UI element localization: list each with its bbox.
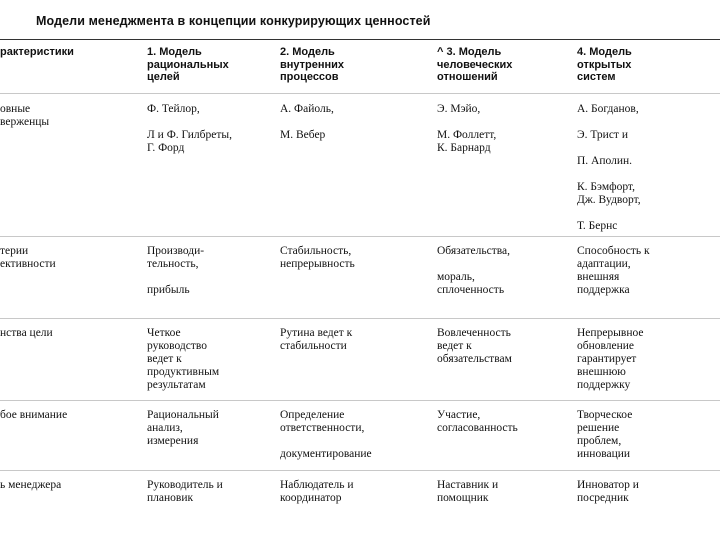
- cell-line: результатам: [147, 379, 206, 391]
- table-cell: [147, 245, 204, 297]
- cell-line: документирование: [280, 448, 372, 460]
- cell-line: Наблюдатель и: [280, 479, 354, 491]
- cell-line: Непрерывное: [577, 327, 644, 339]
- header-model-4: [577, 46, 632, 84]
- cell-line: адаптации,: [577, 258, 631, 270]
- page-title: Модели менеджмента в концепции конкурирующих ценностей: [36, 14, 431, 28]
- row-label: [0, 409, 67, 422]
- cell-line: координатор: [280, 492, 342, 504]
- cell-line: Способность к: [577, 245, 650, 257]
- table-divider: [0, 39, 720, 40]
- cell-line: [147, 271, 204, 284]
- header-model-1: [147, 46, 229, 84]
- cell-line: гарантирует: [577, 353, 637, 365]
- cell-line: Четкое: [147, 327, 181, 339]
- cell-line: Инноватор и: [577, 479, 639, 491]
- table-cell: [437, 327, 512, 366]
- cell-line: открытых: [577, 58, 632, 71]
- cell-line: Дж. Вудворт,: [577, 194, 641, 206]
- cell-line: решение: [577, 422, 620, 434]
- cell-line: Вовлеченность: [437, 327, 511, 339]
- cell-line: плановик: [147, 492, 194, 504]
- cell-line: А. Файоль,: [280, 103, 334, 115]
- table-cell: [577, 245, 650, 297]
- cell-line: внутренних: [280, 58, 345, 71]
- cell-line: тельность,: [147, 258, 199, 270]
- cell-line: процессов: [280, 71, 339, 83]
- cell-line: [280, 116, 334, 129]
- table-cell: [577, 103, 641, 233]
- cell-line: стабильности: [280, 340, 347, 352]
- cell-line: Рациональный: [147, 409, 219, 421]
- cell-line: М. Фоллетт,: [437, 129, 497, 141]
- table-cell: [280, 327, 352, 353]
- cell-line: Производи-: [147, 245, 205, 257]
- cell-line: согласованность: [437, 422, 518, 434]
- cell-line: внешнюю: [577, 366, 626, 378]
- table-cell: [280, 409, 372, 461]
- cell-line: помощник: [437, 492, 489, 504]
- cell-line: ^ 3. Модель: [437, 46, 502, 58]
- cell-line: А. Богданов,: [577, 103, 639, 115]
- cell-line: инновации: [577, 448, 631, 460]
- cell-line: ь менеджера: [0, 479, 62, 491]
- table-divider: [0, 400, 720, 401]
- cell-line: терии: [0, 245, 29, 257]
- table-cell: [437, 479, 498, 505]
- cell-line: рактеристики: [0, 46, 74, 58]
- cell-line: 2. Модель: [280, 46, 335, 58]
- header-model-3: [437, 46, 512, 84]
- table-cell: [577, 409, 632, 461]
- cell-line: Обязательства,: [437, 245, 511, 257]
- table-divider: [0, 318, 720, 319]
- cell-line: Э. Трист и: [577, 129, 628, 141]
- cell-line: систем: [577, 71, 616, 83]
- cell-line: ведет к: [147, 353, 182, 365]
- cell-line: руководство: [147, 340, 207, 352]
- table-cell: [437, 409, 518, 435]
- cell-line: целей: [147, 71, 180, 83]
- row-label: [0, 327, 53, 340]
- cell-line: мораль,: [437, 271, 475, 283]
- cell-line: ективности: [0, 258, 56, 270]
- cell-line: Определение: [280, 409, 345, 421]
- cell-line: обязательствам: [437, 353, 512, 365]
- cell-line: овные: [0, 103, 31, 115]
- cell-line: сплоченность: [437, 284, 505, 296]
- cell-line: рациональных: [147, 58, 229, 71]
- cell-line: прибыль: [147, 284, 190, 296]
- header-model-2: [280, 46, 344, 84]
- table-cell: [147, 103, 232, 155]
- table-cell: [437, 245, 510, 297]
- cell-line: [577, 168, 641, 181]
- cell-line: М. Вебер: [280, 129, 326, 141]
- cell-line: посредник: [577, 492, 629, 504]
- cell-line: Творческое: [577, 409, 633, 421]
- cell-line: обновление: [577, 340, 635, 352]
- cell-line: Л и Ф. Гилбреты,: [147, 129, 232, 141]
- cell-line: верженцы: [0, 116, 50, 128]
- cell-line: [577, 142, 641, 155]
- cell-line: Руководитель и: [147, 479, 223, 491]
- table-divider: [0, 470, 720, 471]
- cell-line: 4. Модель: [577, 46, 632, 58]
- cell-line: поддержку: [577, 379, 631, 391]
- cell-line: Э. Мэйо,: [437, 103, 481, 115]
- cell-line: продуктивным: [147, 366, 220, 378]
- table-divider: [0, 236, 720, 237]
- cell-line: П. Аполин.: [577, 155, 633, 167]
- cell-line: ответственности,: [280, 422, 365, 434]
- cell-line: [437, 258, 510, 271]
- cell-line: [577, 207, 641, 220]
- table-cell: [577, 479, 639, 505]
- cell-line: Т. Бернс: [577, 220, 618, 232]
- cell-line: Ф. Тейлор,: [147, 103, 200, 115]
- cell-line: проблем,: [577, 435, 622, 447]
- cell-line: отношений: [437, 71, 498, 83]
- cell-line: человеческих: [437, 58, 513, 71]
- cell-line: измерения: [147, 435, 199, 447]
- header-characteristics: [0, 46, 74, 59]
- cell-line: [437, 116, 496, 129]
- table-cell: [280, 479, 354, 505]
- cell-line: внешняя: [577, 271, 620, 283]
- cell-line: Г. Форд: [147, 142, 185, 154]
- cell-line: Рутина ведет к: [280, 327, 353, 339]
- table-cell: [577, 327, 643, 392]
- row-label: [0, 245, 56, 271]
- cell-line: 1. Модель: [147, 46, 202, 58]
- cell-line: поддержка: [577, 284, 630, 296]
- table-cell: [147, 479, 223, 505]
- cell-line: Стабильность,: [280, 245, 352, 257]
- cell-line: нства цели: [0, 327, 53, 339]
- table-divider: [0, 93, 720, 94]
- cell-line: К. Бэмфорт,: [577, 181, 635, 193]
- table-cell: [147, 327, 219, 392]
- cell-line: [147, 116, 232, 129]
- cell-line: Наставник и: [437, 479, 499, 491]
- row-label: [0, 103, 49, 129]
- cell-line: непрерывность: [280, 258, 355, 270]
- cell-line: Участие,: [437, 409, 481, 421]
- cell-line: бое внимание: [0, 409, 68, 421]
- cell-line: анализ,: [147, 422, 183, 434]
- cell-line: К. Барнард: [437, 142, 491, 154]
- cell-line: [280, 435, 372, 448]
- cell-line: ведет к: [437, 340, 472, 352]
- row-label: [0, 479, 61, 492]
- cell-line: [577, 116, 641, 129]
- table-cell: [437, 103, 496, 155]
- table-cell: [280, 245, 355, 271]
- table-cell: [280, 103, 334, 142]
- table-cell: [147, 409, 219, 448]
